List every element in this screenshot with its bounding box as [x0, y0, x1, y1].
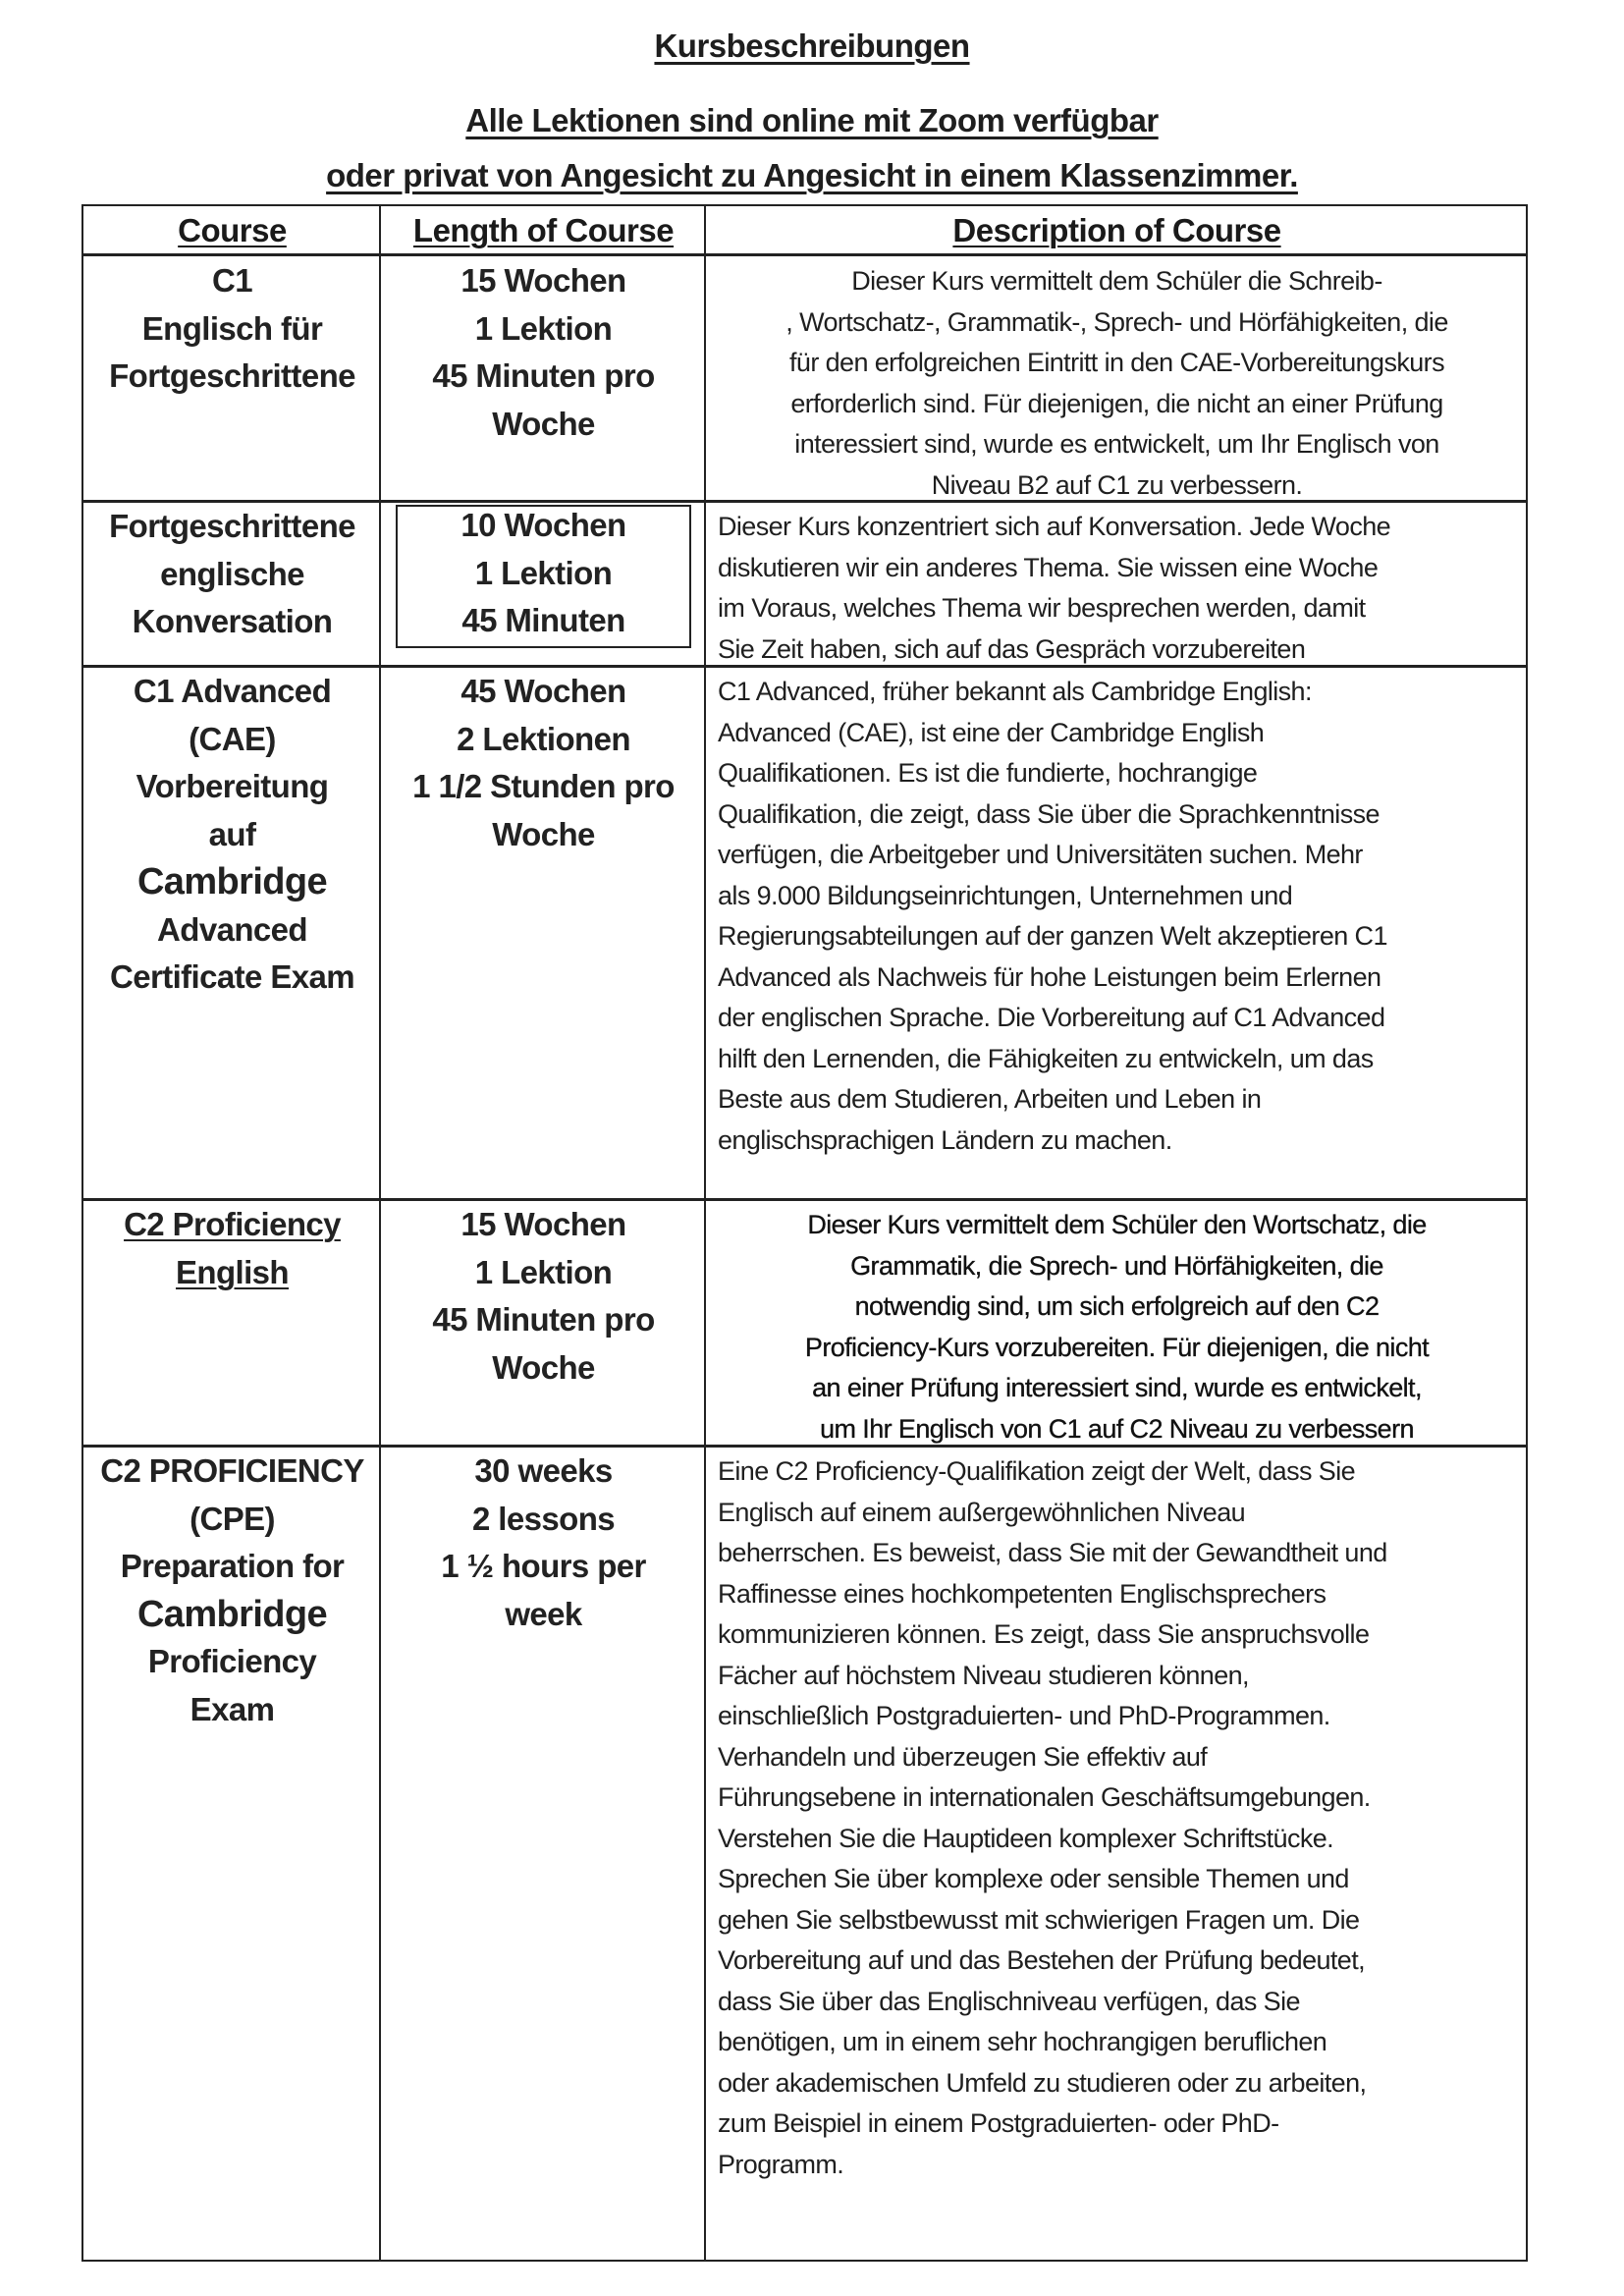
description-line: Verhandeln und überzeugen Sie effektiv auf — [718, 1741, 1208, 1772]
length-line: Woche — [492, 405, 595, 442]
length-line: 2 Lektionen — [457, 720, 630, 757]
table-row-4-description — [706, 1205, 1528, 1449]
description-line: benötigen, um in einem sehr hochrangigen beruflichen — [718, 2027, 1327, 2056]
course-name-line: C2 Proficiency — [124, 1206, 341, 1242]
description-line: Dieser Kurs konzentriert sich auf Konversation. Jede Woche — [718, 512, 1391, 541]
description-line: Englisch auf einem außergewöhnlichen Niveau — [718, 1497, 1246, 1527]
table-row-3-course — [83, 668, 381, 1002]
table-row-3-length — [381, 668, 706, 858]
table-row-3-description — [706, 672, 1528, 1161]
length-line: Woche — [492, 1348, 595, 1386]
description-line: notwendig sind, um sich erfolgreich auf den C2 — [854, 1291, 1380, 1321]
description-line: Dieser Kurs vermittelt dem Schüler die Schreib- — [851, 266, 1382, 296]
description-line: an einer Prüfung interessiert sind, wurde es entwickelt, — [812, 1373, 1422, 1402]
course-name-line: Certificate Exam — [109, 958, 355, 995]
description-line: Advanced (CAE), ist eine der Cambridge English — [718, 717, 1265, 747]
length-line: week — [505, 1595, 582, 1632]
table-row-1-description — [706, 261, 1528, 506]
description-line: hilft den Lernenden, die Fähigkeiten zu entwickeln, um das — [718, 1043, 1374, 1073]
description-line: interessiert sind, wurde es entwickelt, um Ihr Englisch von — [794, 429, 1439, 459]
description-line: der englischen Sprache. Die Vorbereitung auf C1 Advanced — [718, 1003, 1385, 1032]
course-name-line: Proficiency — [147, 1643, 317, 1679]
length-line: 1 Lektion — [474, 554, 613, 591]
header-description: Description of Course — [952, 212, 1281, 248]
description-line: erforderlich sind. Für diejenigen, die nicht an einer Prüfung — [790, 388, 1443, 418]
length-line: 15 Wochen — [460, 262, 626, 299]
row-divider — [83, 253, 1526, 256]
course-name-line: English — [176, 1253, 289, 1290]
description-line: Fächer auf höchstem Niveau studieren können, — [718, 1660, 1249, 1690]
table-row-4-course — [83, 1201, 381, 1296]
description-line: Programm. — [718, 2149, 844, 2179]
course-name-line: Cambridge — [136, 1593, 328, 1635]
course-name-line: Konversation — [132, 603, 333, 639]
description-line: C1 Advanced, früher bekannt als Cambridge English: — [718, 677, 1312, 706]
description-line: Beste aus dem Studieren, Arbeiten und Leben in — [718, 1084, 1262, 1114]
length-line: 45 Minuten pro — [432, 357, 655, 394]
course-name-line: englische — [160, 555, 304, 592]
description-line: Eine C2 Proficiency-Qualifikation zeigt der Welt, dass Sie — [718, 1456, 1356, 1486]
description-line: für den erfolgreichen Eintritt in den CAE-Vorbereitungskurs — [789, 348, 1444, 377]
table-row-5-course — [83, 1448, 381, 1733]
length-line: 1 Lektion — [474, 1253, 613, 1290]
description-line: Führungsebene in internationalen Geschäftsumgebungen. — [718, 1782, 1371, 1812]
length-line: Woche — [492, 815, 595, 852]
table-row-5-description — [706, 1451, 1528, 2185]
length-line: 45 Minuten pro — [432, 1301, 655, 1338]
document-title: Kursbeschreibungen — [654, 27, 970, 64]
table-row-1-length — [381, 257, 706, 448]
length-line: 45 Minuten — [461, 602, 625, 638]
course-name-line: Englisch für — [141, 309, 323, 347]
description-line: im Voraus, welches Thema wir besprechen werden, damit — [718, 593, 1366, 623]
description-line: Sie Zeit haben, sich auf das Gespräch vorzubereiten — [718, 633, 1306, 664]
description-line: um Ihr Englisch von C1 auf C2 Niveau zu verbessern — [820, 1413, 1414, 1444]
description-line: dass Sie über das Englischniveau verfügen, das Sie — [718, 1986, 1300, 2016]
description-line: verfügen, die Arbeitgeber und Universitäten suchen. Mehr — [718, 840, 1363, 869]
course-name-line: auf — [208, 815, 256, 852]
length-line: 2 lessons — [471, 1500, 616, 1537]
description-line: Advanced als Nachweis für hohe Leistungen beim Erlernen — [718, 961, 1381, 992]
description-line: Proficiency-Kurs vorzubereiten. Für diejenigen, die nicht — [804, 1332, 1430, 1362]
table-row-2-length — [381, 502, 706, 659]
length-line: 30 weeks — [474, 1452, 613, 1489]
description-line: diskutieren wir ein anderes Thema. Sie wissen eine Woche — [718, 552, 1379, 582]
course-name-line: Cambridge — [136, 861, 328, 902]
description-line: oder akademischen Umfeld zu studieren oder zu arbeiten, — [718, 2067, 1367, 2098]
course-name-line: Fortgeschrittene — [109, 508, 355, 544]
table-row-2-course — [83, 503, 381, 646]
course-name-line: C1 — [212, 262, 252, 299]
document-subtitle-line-1: Alle Lektionen sind online mit Zoom verfügbar — [465, 102, 1159, 138]
length-line: 1 1/2 Stunden pro — [412, 768, 675, 804]
description-line: zum Beispiel in einem Postgraduierten- oder PhD- — [718, 2108, 1279, 2138]
description-line: beherrschen. Es beweist, dass Sie mit der Gewandtheit und — [718, 1538, 1387, 1567]
length-line: 1 Lektion — [474, 309, 613, 347]
description-line: Verstehen Sie die Hauptideen komplexer Schriftstücke. — [718, 1823, 1334, 1853]
course-name-line: Fortgeschrittene — [109, 357, 355, 394]
description-line: als 9.000 Bildungseinrichtungen, Unternehmen und — [718, 880, 1293, 910]
description-line: gehen Sie selbstbewusst mit schwierigen Fragen um. Die — [718, 1904, 1360, 1935]
header-course: Course — [178, 212, 287, 248]
course-name-line: C2 PROFICIENCY — [100, 1452, 364, 1489]
table-row-1-course — [83, 257, 381, 401]
course-table — [81, 204, 1528, 2262]
document-subtitle-line-2: oder privat von Angesicht zu Angesicht in einem Klassenzimmer. — [326, 157, 1298, 193]
description-line: Regierungsabteilungen auf der ganzen Welt akzeptieren C1 — [718, 921, 1387, 951]
course-name-line: (CAE) — [189, 720, 276, 757]
length-line: 15 Wochen — [460, 1206, 626, 1242]
description-line: Raffinesse eines hochkompetenten Englischsprechers — [718, 1578, 1326, 1609]
description-line: Dieser Kurs vermittelt dem Schüler den Wortschatz, die — [807, 1210, 1427, 1239]
length-line: 1 ½ hours per — [441, 1548, 646, 1584]
description-line: Grammatik, die Sprech- und Hörfähigkeiten, die — [850, 1250, 1383, 1281]
description-line: Vorbereitung auf und das Bestehen der Prüfung bedeutet, — [718, 1945, 1366, 1975]
course-name-line: C1 Advanced — [133, 673, 332, 709]
table-row-2-description — [706, 507, 1528, 670]
course-name-line: Vorbereitung — [135, 768, 329, 804]
table-row-4-length — [381, 1201, 706, 1392]
table-row-5-length — [381, 1448, 706, 1638]
course-name-line: Exam — [189, 1690, 275, 1727]
course-name-line: Advanced — [157, 910, 307, 948]
description-line: Qualifikationen. Es ist die fundierte, hochrangige — [718, 758, 1258, 788]
description-line: englischsprachigen Ländern zu machen. — [718, 1124, 1172, 1155]
length-line: 10 Wochen — [460, 507, 626, 543]
course-name-line: Preparation for — [120, 1548, 345, 1584]
description-line: Sprechen Sie über komplexe oder sensible Themen und — [718, 1864, 1349, 1893]
course-name-line: (CPE) — [189, 1500, 275, 1537]
description-line: , Wortschatz-, Grammatik-, Sprech- und Hörfähigkeiten, die — [785, 306, 1448, 337]
header-length: Length of Course — [412, 212, 675, 248]
description-line: einschließlich Postgraduierten- und PhD-Programmen. — [718, 1701, 1330, 1730]
description-line: Niveau B2 auf C1 zu verbessern. — [931, 469, 1303, 500]
description-line: kommunizieren können. Es zeigt, dass Sie anspruchsvolle — [718, 1619, 1370, 1649]
length-line: 45 Wochen — [460, 673, 626, 709]
description-line: Qualifikation, die zeigt, dass Sie über die Sprachkenntnisse — [718, 798, 1380, 829]
